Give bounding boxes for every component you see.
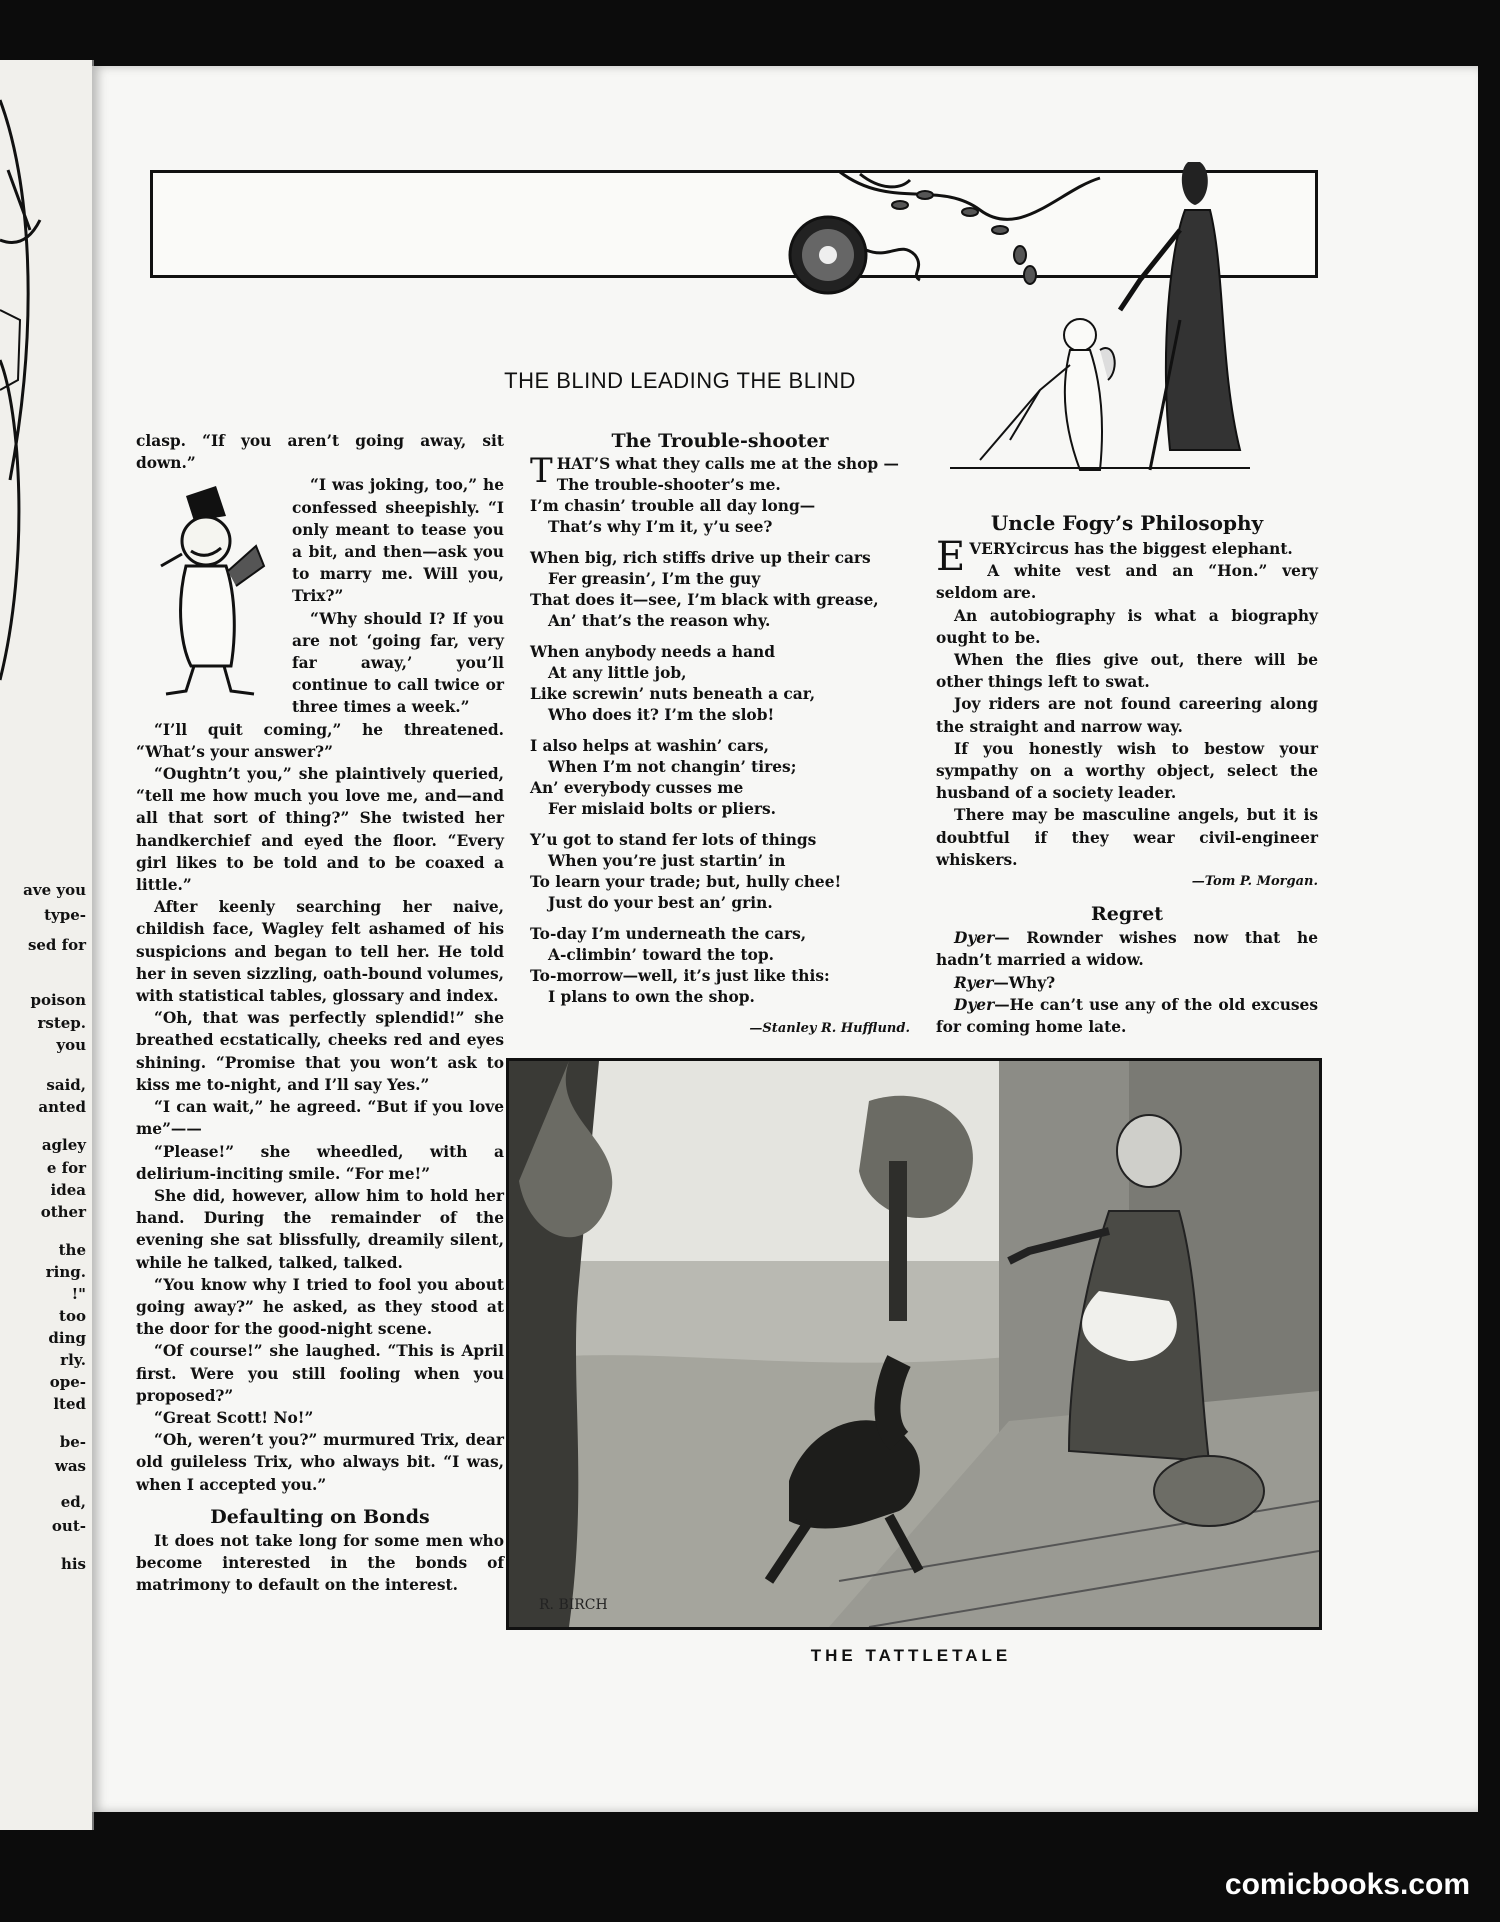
story-paragraph: clasp. “If you aren’t going away, sit down.”: [136, 432, 504, 473]
poem-line: When you’re just startin’ in: [548, 852, 786, 870]
poem-column: [530, 428, 910, 1040]
poem-line: I plans to own the shop.: [548, 988, 755, 1006]
left-page-fragment: agley: [41, 1136, 86, 1154]
left-page-fragment: be-: [59, 1433, 86, 1451]
story-paragraph: “I was joking, too,” he confessed sheepishly. “I only meant to tease you a bit, and then—ask you to marry me. Will you, Trix?”: [292, 476, 504, 606]
philosophy-dropcap: E: [936, 534, 966, 580]
left-page-fragment: rly.: [60, 1351, 86, 1369]
regret-line: —Why?: [993, 973, 1056, 992]
poem-line: At any little job,: [548, 664, 687, 682]
left-page-fragment: ope-: [49, 1373, 86, 1391]
left-page-fragment: too: [59, 1307, 86, 1325]
poem-line: Just do your best an’ grin.: [548, 894, 773, 912]
philosophy-paragraph: If you honestly wish to bestow your sympathy on a worthy object, select the husband of a society leader.: [936, 739, 1318, 803]
poem-line: When I’m not changin’ tires;: [548, 758, 797, 776]
story-paragraph: “I’ll quit coming,” he threatened. “What’s your answer?”: [136, 720, 504, 761]
poem-dropcap: T: [530, 451, 553, 491]
philosophy-paragraph: Joy riders are not found careering along the straight and narrow way.: [936, 695, 1318, 736]
defaulting-text: It does not take long for some men who become interested in the bonds of matrimony to default on the interest.: [136, 1531, 504, 1595]
left-page-fragment: !": [71, 1285, 86, 1303]
poem-stanza: [530, 451, 910, 538]
poem-line: Like screwin’ nuts beneath a car,: [530, 685, 816, 703]
left-page-fragment: his: [60, 1555, 86, 1573]
story-paragraph: “I can wait,” he agreed. “But if you love me”——: [136, 1098, 504, 1139]
left-page-fragment: out-: [51, 1517, 86, 1535]
left-page-fragment: ave you: [23, 881, 86, 899]
poem-line: The trouble-shooter’s me.: [556, 476, 781, 494]
left-page-fragment: anted: [38, 1098, 86, 1116]
poem-line: An’ that’s the reason why.: [548, 612, 771, 630]
poem-line: That does it—see, I’m black with grease,: [530, 591, 879, 609]
regret-line: —He can’t use any of the old excuses for coming home late.: [936, 995, 1318, 1037]
story-paragraph: After keenly searching her naive, childish face, Wagley felt ashamed of his suspicions and began to tell her. He told her in seven sizzling, oath-bound volumes, with statistical tables, glossary and index.: [136, 898, 504, 1006]
left-page-fragment: e for: [46, 1159, 86, 1177]
story-column: [136, 430, 504, 1596]
regret-speaker: Ryer: [954, 973, 994, 992]
philosophy-credit: —Tom P. Morgan.: [1191, 874, 1318, 890]
defaulting-heading: Defaulting on Bonds: [210, 1505, 430, 1528]
illustration-caption: THE TATTLETALE: [810, 1646, 1012, 1665]
poem-title: The Trouble-shooter: [611, 430, 829, 452]
philosophy-paragraph: VERYcircus has the biggest elephant.: [969, 540, 1293, 558]
poem-stanza: [530, 830, 910, 914]
poem-line: I also helps at washin’ cars,: [530, 737, 770, 755]
poem-line: To learn your trade; but, hully chee!: [530, 873, 842, 891]
poem-line: A-climbin’ toward the top.: [548, 946, 774, 964]
story-paragraph: “Of course!” she laughed. “This is April first. Were you still fooling when you proposed?”: [136, 1342, 504, 1405]
philosophy-paragraph: When the flies give out, there will be other things left to swat.: [936, 651, 1318, 692]
philosophy-paragraph: A white vest and an “Hon.” very seldom are.: [936, 562, 1318, 603]
regret-line: — Rownder wishes now that he hadn’t married a widow.: [936, 929, 1318, 970]
tattletale-illustration: [506, 1058, 1322, 1630]
cartoon-man-illustration: [136, 476, 284, 702]
poem-line-text: HAT’S what they calls me at the shop —: [556, 455, 899, 473]
poem-stanza: [530, 642, 910, 726]
left-page-fragment: other: [40, 1203, 86, 1221]
left-page-fragment: sed for: [27, 936, 86, 954]
page-title: THE BLIND LEADING THE BLIND: [504, 368, 856, 393]
poem-body: [530, 451, 910, 1008]
left-page-fragment: you: [56, 1036, 86, 1054]
left-page-fragment: type-: [44, 906, 86, 924]
regret-title: Regret: [1090, 903, 1164, 926]
poem-line: To-day I’m underneath the cars,: [530, 925, 807, 943]
story-paragraph: “Please!” she wheedled, with a delirium-inciting smile. “For me!”: [136, 1142, 504, 1183]
artist-signature: R. BIRCH: [539, 1597, 608, 1613]
story-paragraph: “Oh, weren’t you?” murmured Trix, dear old guileless Trix, who always bit. “I was, when I accepted you.”: [136, 1431, 504, 1494]
left-page-fragment: idea: [50, 1181, 86, 1199]
story-paragraph: “Oughtn’t you,” she plaintively queried, “tell me how much you love me, and—and all that sort of thing?” She twisted her handkerchief and eyed the floor. “Every girl likes to be told and to be coaxed a little.”: [136, 765, 504, 895]
story-paragraph: “Great Scott! No!”: [154, 1408, 314, 1427]
left-page-fragment: ding: [48, 1329, 86, 1347]
philosophy-column: [936, 510, 1318, 1038]
poem-stanza: [530, 548, 910, 632]
poem-stanza: [530, 924, 910, 1008]
poem-line: When anybody needs a hand: [530, 643, 776, 661]
poem-line: Y’u got to stand fer lots of things: [530, 831, 817, 849]
philosophy-paragraph: An autobiography is what a biography ought to be.: [936, 606, 1318, 647]
site-watermark: comicbooks.com: [1224, 1868, 1470, 1901]
story-paragraph: “You know why I tried to fool you about going away?” he asked, as they stood at the door for the good-night scene.: [136, 1275, 504, 1339]
poem-line: To-morrow—well, it’s just like this:: [530, 967, 830, 985]
left-page-fragment: said,: [46, 1076, 86, 1094]
poem-stanza: [530, 736, 910, 820]
left-page-fragment: the: [58, 1241, 86, 1259]
left-page-fragment: was: [54, 1457, 86, 1475]
left-page-fragment: ring.: [45, 1263, 86, 1281]
poem-line: Fer mislaid bolts or pliers.: [548, 800, 777, 818]
poem-line: An’ everybody cusses me: [530, 779, 744, 797]
left-page-edge: [0, 60, 94, 1830]
philosophy-title: Uncle Fogy’s Philosophy: [990, 511, 1264, 535]
poem-line: When big, rich stiffs drive up their cars: [530, 549, 871, 567]
poem-line: That’s why I’m it, y’u see?: [548, 518, 773, 536]
poem-line: Fer greasin’, I’m the guy: [548, 570, 761, 588]
left-page-fragment: rstep.: [37, 1014, 86, 1032]
poem-credit: —Stanley R. Hufflund.: [749, 1021, 910, 1036]
regret-speaker: Dyer: [954, 995, 995, 1014]
philosophy-paragraph: There may be masculine angels, but it is doubtful if they wear civil-engineer whiskers.: [936, 806, 1318, 869]
left-page-fragment: ed,: [60, 1493, 86, 1511]
story-paragraph: “Why should I? If you are not ‘going far, very far away,’ you’ll continue to call twice or three times a week.”: [292, 609, 504, 717]
poem-line: Who does it? I’m the slob!: [548, 706, 775, 724]
left-page-fragment: lted: [53, 1395, 86, 1413]
story-paragraph: She did, however, allow him to hold her hand. During the remainder of the evening she sat blissfully, dreamily silent, while he talked, talked, talked.: [136, 1186, 504, 1272]
poem-line: I’m chasin’ trouble all day long—: [530, 497, 816, 515]
story-paragraph: “Oh, that was perfectly splendid!” she breathed ecstatically, cheeks red and eyes shining. “Promise that you won’t ask to kiss me to-night, and I’ll say Yes.”: [136, 1009, 504, 1094]
regret-speaker: Dyer: [954, 929, 995, 948]
tattletale-scene: [509, 1061, 1319, 1627]
left-page-fragment: poison: [30, 991, 86, 1009]
